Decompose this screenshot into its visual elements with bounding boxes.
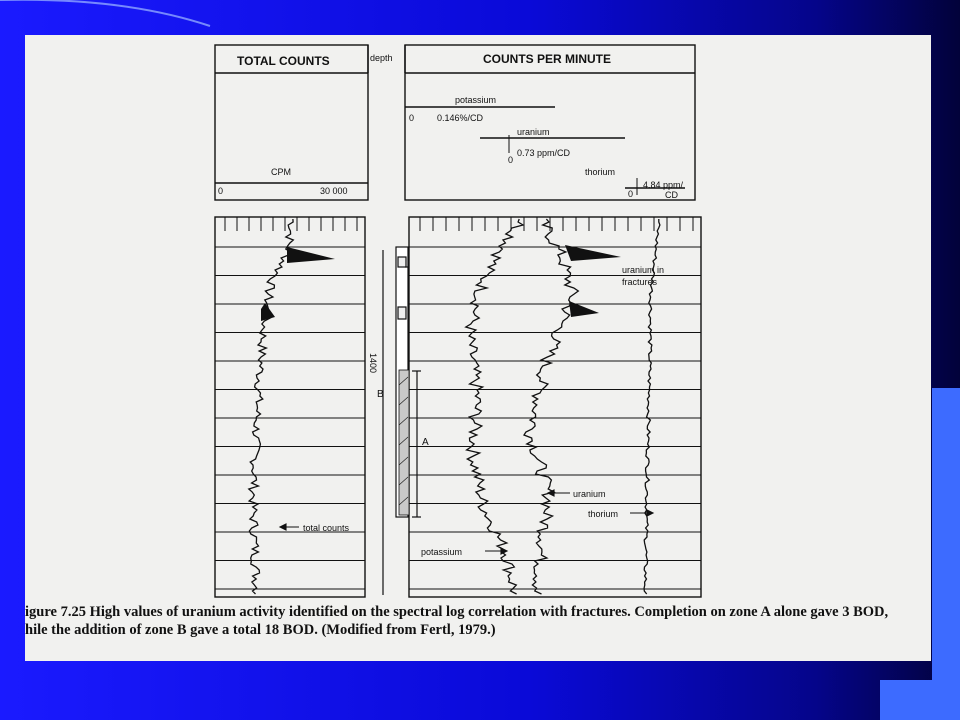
potassium-scale: 0.146%/CD — [437, 113, 484, 123]
figure-caption — [25, 603, 925, 639]
total-counts-anomaly-1 — [287, 247, 335, 263]
counts-per-minute-title: COUNTS PER MINUTE — [483, 52, 612, 66]
scanned-figure-page — [25, 35, 931, 661]
total-counts-title: TOTAL COUNTS — [237, 54, 330, 68]
zone-a-label: A — [422, 437, 429, 448]
depth-1400-label: 1400 — [368, 353, 378, 374]
total-counts-scale-max: 30 000 — [320, 186, 348, 196]
uranium-scale: 0.73 ppm/CD — [517, 148, 571, 158]
potassium-header-label: potassium — [455, 95, 497, 105]
potassium-zero: 0 — [409, 113, 415, 123]
uranium-header-label: uranium — [517, 127, 550, 137]
annotation-arrows — [280, 490, 653, 554]
uranium-in-fractures-label-2: fractures — [622, 277, 658, 287]
uranium-curve-label: uranium — [573, 489, 606, 499]
total-counts-curve-label: total counts — [303, 523, 350, 533]
cpm-unit-label: CPM — [271, 167, 291, 177]
caption-line-2: hile the addition of zone B gave a total 18 BOD. (Modified from Fertl, 1979.) — [25, 622, 496, 638]
anomaly-fills — [261, 245, 621, 321]
total-counts-track — [215, 217, 365, 597]
zone-b-label: B — [377, 389, 384, 400]
total-counts-scale-min: 0 — [218, 186, 224, 196]
depth-header: depth — [370, 53, 393, 63]
thorium-header-label: thorium — [585, 167, 616, 177]
depth-column — [383, 247, 421, 595]
potassium-curve-label: potassium — [421, 547, 463, 557]
thorium-scale: 4.84 ppm/ — [643, 180, 684, 190]
thorium-zero: 0 — [628, 189, 634, 199]
well-log-figure — [25, 35, 931, 661]
uranium-zero: 0 — [508, 155, 514, 165]
total-counts-header-box — [215, 45, 368, 200]
uranium-anomaly-2 — [569, 301, 599, 317]
uranium-in-fractures-label-1: uranium in — [622, 265, 665, 275]
thorium-scale-unit: CD — [665, 190, 678, 200]
caption-line-1: igure 7.25 High values of uranium activity identified on the spectral log correlation with fractures. Completion on zone A alone gave 3 BOD, — [25, 604, 889, 620]
thorium-curve-label: thorium — [588, 509, 619, 519]
